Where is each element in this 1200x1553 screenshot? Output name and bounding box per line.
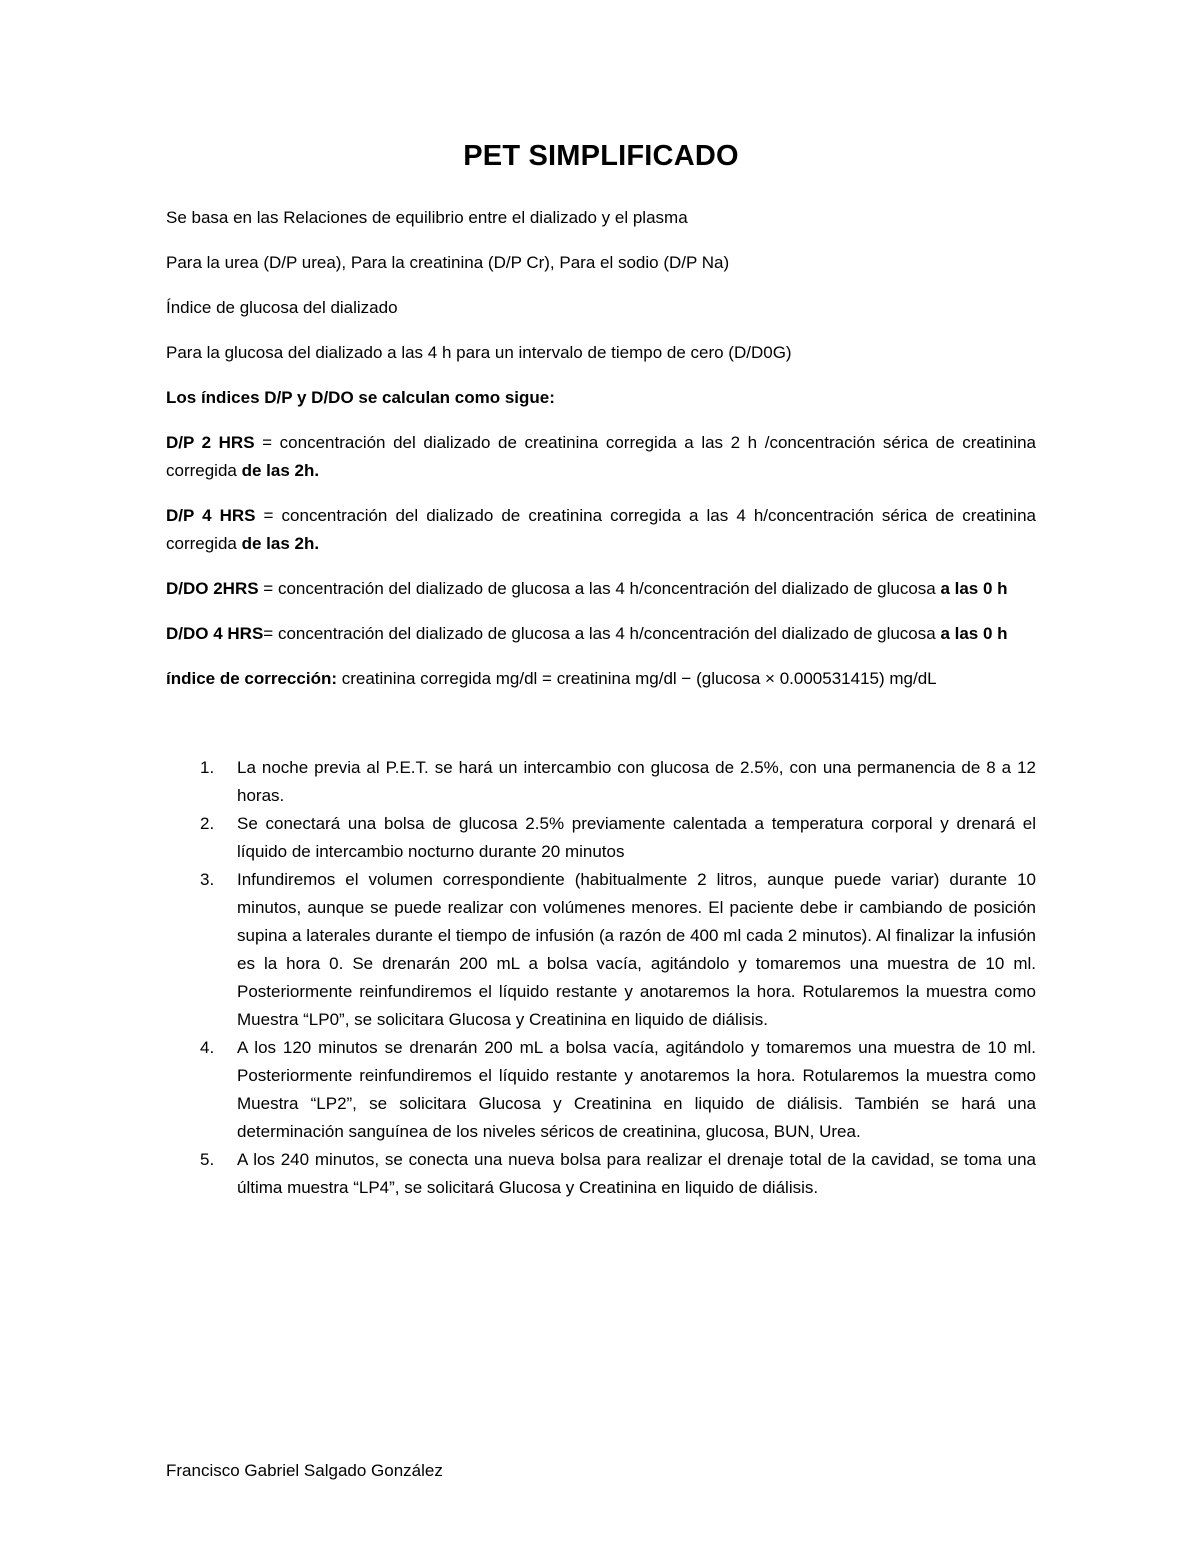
definition-end: a las 0 h	[940, 624, 1008, 643]
definition-term: D/DO 2HRS	[166, 579, 259, 598]
definition-text: = concentración del dializado de creatinina corregida a las 2 h /concentración sérica de creatinina corregida	[166, 433, 1037, 480]
procedure-step	[166, 1146, 1036, 1202]
procedure-step	[166, 866, 1036, 1034]
step-number: 5.	[200, 1150, 215, 1169]
correction-text: creatinina corregida mg/dl = creatinina mg/dl − (glucosa × 0.000531415) mg/dL	[337, 669, 937, 688]
paragraph-calc-heading	[166, 384, 1036, 412]
step-text: La noche previa al P.E.T. se hará un intercambio con glucosa de 2.5%, con una permanencia de 8 a 12 horas.	[237, 758, 1036, 805]
definition-end: de las 2h.	[241, 461, 320, 480]
procedure-step	[166, 1034, 1036, 1146]
paragraph-intro: Se basa en las Relaciones de equilibrio entre el dializado y el plasma	[166, 208, 688, 227]
definition-ddo-2hrs	[166, 575, 1036, 603]
correction-index	[166, 665, 1036, 693]
definition-dp-2hrs	[166, 429, 1036, 485]
definition-ddo-4hrs	[166, 620, 1036, 648]
document-title: PET SIMPLIFICADO	[463, 140, 739, 172]
step-number: 3.	[200, 870, 215, 889]
step-number: 1.	[200, 758, 215, 777]
footer-author: Francisco Gabriel Salgado González	[166, 1461, 443, 1480]
definition-text: = concentración del dializado de creatinina corregida a las 4 h/concentración sérica de creatinina corregida	[166, 506, 1036, 553]
step-text: Infundiremos el volumen correspondiente (habitualmente 2 litros, aunque puede variar) durante 10 minutos, aunque se puede realizar con volúmenes menores. El paciente debe ir cambiando de posición supina a laterales durante el tiempo de infusión (a razón de 400 ml cada 2 minutos). Al finalizar la infusión es la hora 0. Se drenarán 200 mL a bolsa vacía, agitándolo y tomaremos una muestra de 10 ml. Posteriormente reinfundiremos el líquido restante y anotaremos la hora. Rotularemos la muestra como Muestra “LP0”, se solicitara Glucosa y Creatinina en liquido de diálisis.	[237, 870, 1036, 1029]
step-number: 2.	[200, 814, 215, 833]
definition-term: D/DO 4 HRS	[166, 624, 264, 643]
definition-text: = concentración del dializado de glucosa a las 4 h/concentración del dializado de glucosa	[263, 624, 941, 643]
correction-term: índice de corrección:	[166, 669, 337, 688]
definition-term: D/P 2 HRS	[166, 433, 255, 452]
definition-end: de las 2h.	[241, 534, 320, 553]
procedure-step	[166, 810, 1036, 866]
paragraph-glucose-index: Índice de glucosa del dializado	[166, 298, 398, 317]
document-page	[166, 0, 1036, 1553]
step-number: 4.	[200, 1038, 215, 1057]
definition-dp-4hrs	[166, 502, 1036, 558]
procedure-list	[166, 754, 1036, 1202]
calc-heading-text: Los índices D/P y D/DO se calculan como sigue:	[166, 388, 555, 407]
paragraph-ratios: Para la urea (D/P urea), Para la creatinina (D/P Cr), Para el sodio (D/P Na)	[166, 253, 730, 272]
step-text: Se conectará una bolsa de glucosa 2.5% previamente calentada a temperatura corporal y drenará el líquido de intercambio nocturno durante 20 minutos	[237, 814, 1036, 861]
document-body	[166, 204, 1036, 1202]
step-text: A los 120 minutos se drenarán 200 mL a bolsa vacía, agitándolo y tomaremos una muestra de 10 ml. Posteriormente reinfundiremos el líquido restante y anotaremos la hora. Rotularemos la muestra como Muestra “LP2”, se solicitara Glucosa y Creatinina en liquido de diálisis. También se hará una determinación sanguínea de los niveles séricos de creatinina, glucosa, BUN, Urea.	[237, 1038, 1036, 1141]
step-text: A los 240 minutos, se conecta una nueva bolsa para realizar el drenaje total de la cavidad, se toma una última muestra “LP4”, se solicitará Glucosa y Creatinina en liquido de diálisis.	[237, 1150, 1036, 1197]
definition-end: a las 0 h	[940, 579, 1008, 598]
paragraph-glucose-interval: Para la glucosa del dializado a las 4 h para un intervalo de tiempo de cero (D/D0G)	[166, 343, 792, 362]
definition-term: D/P 4 HRS	[166, 506, 256, 525]
procedure-step	[166, 754, 1036, 810]
definition-text: = concentración del dializado de glucosa a las 4 h/concentración del dializado de glucosa	[258, 579, 941, 598]
